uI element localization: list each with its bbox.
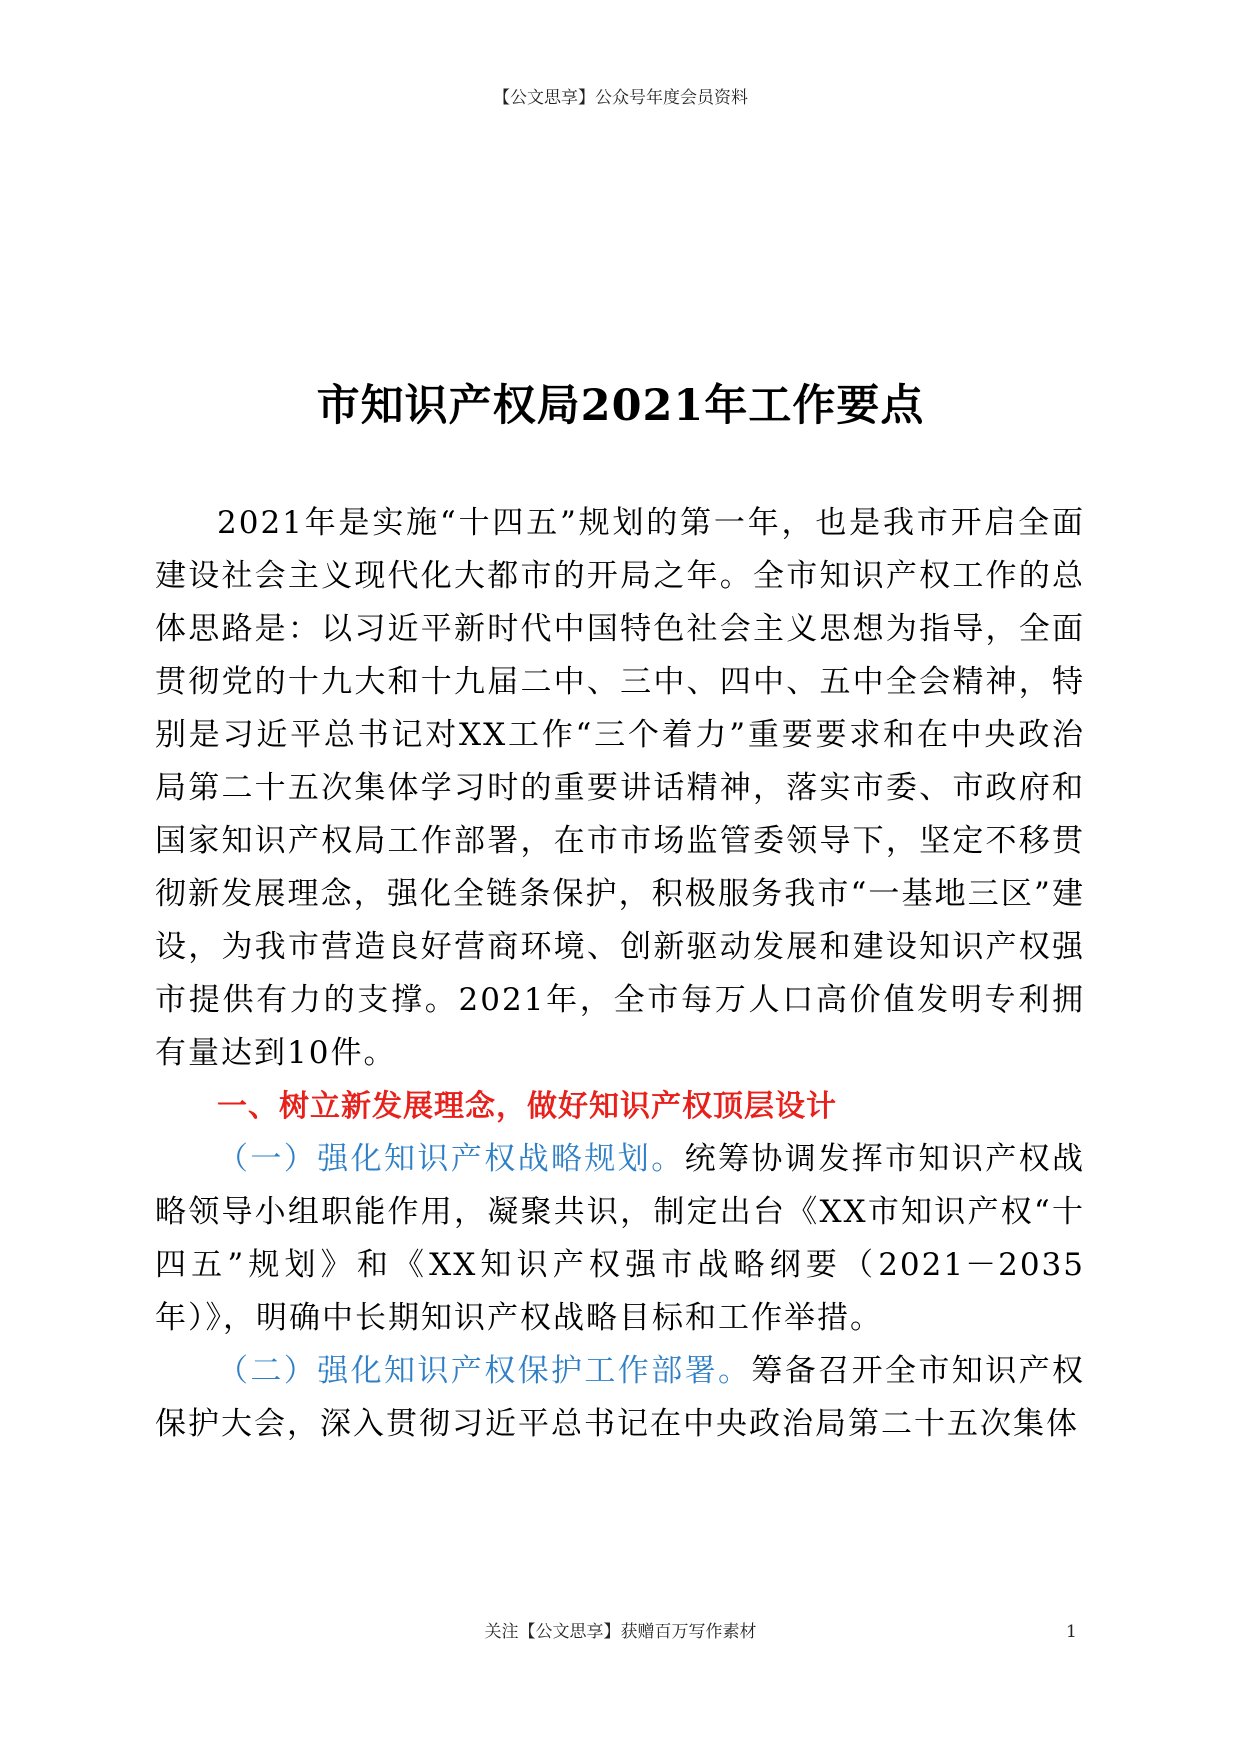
document-body	[155, 497, 1085, 1451]
document-title: 市知识产权局2021年工作要点	[316, 381, 925, 431]
intro-paragraph: 2021年是实施“十四五”规划的第一年，也是我市开启全面建设社会主义现代化大都市的开局之年。全市知识产权工作的总体思路是：以习近平新时代中国特色社会主义思想为指导，全面贯彻党的十九大和十九届二中、三中、四中、五中全会精神，特别是习近平总书记对XX工作“三个着力”重要要求和在中央政治局第二十五次集体学习时的重要讲话精神，落实市委、市政府和国家知识产权局工作部署，在市市场监管委领导下，坚定不移贯彻新发展理念，强化全链条保护，积极服务我市“一基地三区”建设，为我市营造良好营商环境、创新驱动发展和建设知识产权强市提供有力的支撑。2021年，全市每万人口高价值发明专利拥有量达到10件。	[155, 505, 1085, 1071]
section-heading: 一、树立新发展理念，做好知识产权顶层设计	[217, 1089, 837, 1124]
page-footer: 关注【公文思享】获赠百万写作素材	[484, 1622, 757, 1642]
item-heading-1: （一）强化知识产权战略规划。	[217, 1141, 685, 1177]
item-paragraph-2	[155, 1345, 1085, 1451]
page-number: 1	[1066, 1622, 1077, 1642]
item-paragraph-1	[155, 1133, 1085, 1345]
item-text-2: 筹备召开全市知识产权保护大会，深入贯彻习近平总书记在中央政治局第二十五次集体	[155, 1353, 1086, 1442]
item-text-1: 统筹协调发挥市知识产权战略领导小组职能作用，凝聚共识，制定出台《XX市知识产权“十四五”规划》和《XX知识产权强市战略纲要（2021－2035年）》，明确中长期知识产权战略目标和工作举措。	[155, 1141, 1086, 1336]
item-heading-2: （二）强化知识产权保护工作部署。	[217, 1353, 752, 1389]
page-header: 【公文思享】公众号年度会员资料	[493, 88, 748, 108]
